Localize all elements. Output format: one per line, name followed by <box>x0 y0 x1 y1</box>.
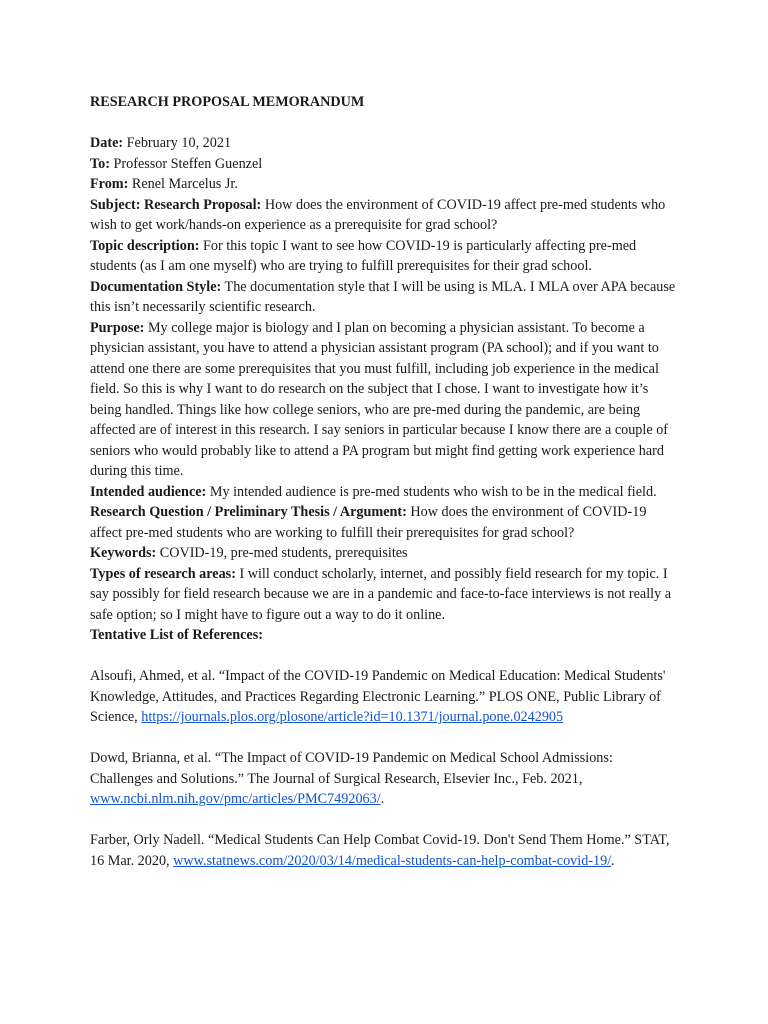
research-question-field <box>90 502 678 543</box>
research-question-label: Research Question / Preliminary Thesis / Argument: <box>90 504 407 520</box>
reference-text: Alsoufi, Ahmed, et al. “Impact of the COVID-19 Pandemic on Medical Education: Medical Students' Knowledge, Attitudes, and Practices Regarding Electronic Learning.” PLOS ONE, Public Library of Science, <box>90 668 666 725</box>
reference-link[interactable]: https://journals.plos.org/plosone/article?id=10.1371/journal.pone.0242905 <box>141 709 564 725</box>
purpose-field <box>90 318 678 482</box>
date-value: February 10, 2021 <box>126 135 232 151</box>
topic-description-value: For this topic I want to see how COVID-19 is particularly affecting pre-med students (as I am one myself) who are trying to fulfill prerequisites for their grad school. <box>90 237 637 274</box>
reference-text: Dowd, Brianna, et al. “The Impact of COVID-19 Pandemic on Medical School Admissions: Challenges and Solutions.” The Journal of Surgical Research, Elsevier Inc., Feb. 2021, <box>90 750 613 787</box>
memo-title: RESEARCH PROPOSAL MEMORANDUM <box>90 94 365 110</box>
from-value: Renel Marcelus Jr. <box>131 176 238 192</box>
research-areas-field <box>90 564 678 626</box>
purpose-value: My college major is biology and I plan on becoming a physician assistant. To become a physician assistant, you have to attend a physician assistant program (PA school); and if you want to attend one there are some prerequisites that you must fulfill, including job experience in the medical field. So this is why I want to do research on the subject that I chose. I want to investigate how it’s being handled. Things like how college seniors, who are pre-med during the pandemic, are being affected are of interest in this research. I say seniors in particular because I know there are a couple of seniors who would probably like to attend a PA program but might find getting work experience hard during this time. <box>90 319 669 479</box>
reference-text: Farber, Orly Nadell. “Medical Students Can Help Combat Covid-19. Don't Send Them Home.” STAT, 16 Mar. 2020, <box>90 832 670 869</box>
intended-audience-label: Intended audience: <box>90 483 207 500</box>
date-label: Date: <box>90 135 124 151</box>
reference-link[interactable]: www.statnews.com/2020/03/14/medical-students-can-help-combat-covid-19/ <box>173 852 612 869</box>
reference-entry <box>90 830 678 871</box>
to-field <box>90 154 678 175</box>
documentation-style-value: The documentation style that I will be using is MLA. I MLA over APA because this isn’t necessarily scientific research. <box>90 278 676 315</box>
memo-document <box>90 92 678 892</box>
references-heading: Tentative List of References: <box>90 627 263 643</box>
reference-entry <box>90 748 678 810</box>
documentation-style-label: Documentation Style: <box>90 278 222 295</box>
documentation-style-field <box>90 277 678 318</box>
reference-after: . <box>611 852 615 869</box>
topic-description-field <box>90 236 678 277</box>
reference-entry <box>90 666 678 728</box>
research-areas-value: I will conduct scholarly, internet, and possibly field research for my topic. I say possibly for field research because we are in a pandemic and face-to-face interviews is not really a safe option; so I might have to figure out a way to do it online. <box>90 565 672 623</box>
subject-label: Subject: Research Proposal: <box>90 196 262 213</box>
from-field <box>90 174 678 195</box>
intended-audience-field <box>90 482 678 503</box>
reference-after: . <box>380 791 385 807</box>
memo-fields <box>90 133 678 625</box>
subject-field <box>90 195 678 236</box>
research-areas-label: Types of research areas: <box>90 565 236 582</box>
keywords-value: COVID-19, pre-med students, prerequisites <box>159 545 408 561</box>
to-label: To: <box>90 155 110 172</box>
keywords-field <box>90 543 678 564</box>
references-list <box>90 666 678 871</box>
purpose-label: Purpose: <box>90 319 145 336</box>
reference-link[interactable]: www.ncbi.nlm.nih.gov/pmc/articles/PMC7492063/ <box>90 791 381 807</box>
keywords-label: Keywords: <box>90 545 157 561</box>
date-field <box>90 133 678 154</box>
topic-description-label: Topic description: <box>90 237 200 254</box>
research-question-value: How does the environment of COVID-19 affect pre-med students who are working to fulfill their prerequisites for grad school? <box>90 504 647 541</box>
from-label: From: <box>90 176 129 192</box>
subject-value: How does the environment of COVID-19 affect pre-med students who wish to get work/hands-on experience as a prerequisite for grad school? <box>90 196 666 233</box>
to-value: Professor Steffen Guenzel <box>113 155 263 172</box>
intended-audience-value: My intended audience is pre-med students who wish to be in the medical field. <box>209 483 657 500</box>
